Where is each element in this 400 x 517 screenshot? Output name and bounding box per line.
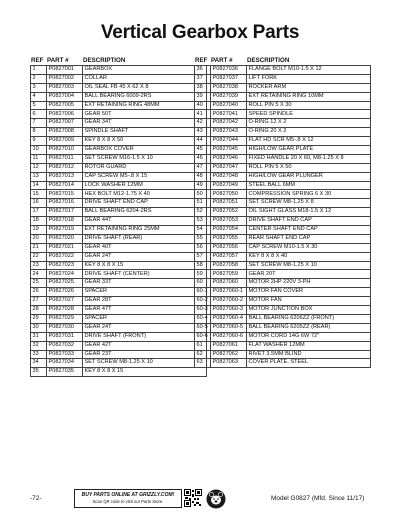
parts-table-left <box>30 54 207 377</box>
table-row <box>31 137 207 146</box>
part-number-cell: P0827020 <box>47 234 83 243</box>
ref-cell: 7 <box>31 119 47 128</box>
table-row <box>31 252 207 261</box>
ref-cell: 41 <box>195 110 211 119</box>
ref-cell: 6 <box>31 110 47 119</box>
table-row <box>31 332 207 341</box>
description-cell: GEAR 28T <box>83 297 207 306</box>
ref-cell: 1 <box>31 66 47 75</box>
table-row <box>195 279 371 288</box>
part-number-cell: P0827047 <box>211 163 247 172</box>
description-cell: GEAR 42T <box>83 341 207 350</box>
table-row <box>31 146 207 155</box>
table-row <box>195 306 371 315</box>
table-row <box>195 243 371 252</box>
table-row <box>31 154 207 163</box>
ref-cell: 54 <box>195 226 211 235</box>
table-row <box>195 234 371 243</box>
part-number-cell: P0827048 <box>211 172 247 181</box>
table-row <box>31 234 207 243</box>
ref-cell: 38 <box>195 83 211 92</box>
part-number-cell: P0827040 <box>211 101 247 110</box>
ref-cell: 23 <box>31 261 47 270</box>
description-cell: LIFT FORK <box>247 74 371 83</box>
description-cell: SPACER <box>83 288 207 297</box>
description-cell: BALL BEARING 6206ZZ (FRONT) <box>247 314 371 323</box>
ref-cell: 49 <box>195 181 211 190</box>
description-cell: SPEED SPINDLE <box>247 110 371 119</box>
table-row <box>31 350 207 359</box>
description-cell: GEAR 50T <box>83 110 207 119</box>
part-number-cell: P0827035 <box>47 368 83 377</box>
table-row <box>195 314 371 323</box>
part-number-cell: P0827008 <box>47 128 83 137</box>
ref-cell: 42 <box>195 119 211 128</box>
part-number-cell: P0827012 <box>47 163 83 172</box>
ref-cell: 5 <box>31 101 47 110</box>
qr-code-icon[interactable] <box>184 489 202 507</box>
table-header <box>30 54 207 64</box>
table-row <box>195 288 371 297</box>
table-row <box>31 359 207 368</box>
header-part: PART # <box>211 57 233 64</box>
part-number-cell: P0827060-6 <box>211 332 247 341</box>
part-number-cell: P0827055 <box>211 234 247 243</box>
ref-cell: 11 <box>31 154 47 163</box>
description-cell: GEAR 23T <box>83 350 207 359</box>
ref-cell: 43 <box>195 128 211 137</box>
part-number-cell: P0827032 <box>47 341 83 350</box>
ref-cell: 53 <box>195 217 211 226</box>
part-number-cell: P0827060-5 <box>211 323 247 332</box>
part-number-cell: P0827019 <box>47 226 83 235</box>
description-cell: O-RING 20 X 2 <box>247 128 371 137</box>
part-number-cell: P0827051 <box>211 199 247 208</box>
table-row <box>31 279 207 288</box>
table-row <box>195 92 371 101</box>
ref-cell: 2 <box>31 74 47 83</box>
ref-cell: 45 <box>195 146 211 155</box>
header-description: DESCRIPTION <box>83 57 126 64</box>
description-cell: MOTOR FAN COVER <box>247 288 371 297</box>
page-footer <box>0 489 400 509</box>
parts-table-right <box>194 54 371 368</box>
ref-cell: 60-6 <box>195 332 211 341</box>
part-number-cell: P0827018 <box>47 217 83 226</box>
ref-cell: 29 <box>31 314 47 323</box>
table-row <box>195 350 371 359</box>
ref-cell: 24 <box>31 270 47 279</box>
ref-cell: 28 <box>31 306 47 315</box>
ref-cell: 60-4 <box>195 314 211 323</box>
table-row <box>195 163 371 172</box>
table-row <box>195 261 371 270</box>
description-cell: BALL BEARING 6205ZZ (REAR) <box>247 323 371 332</box>
table-row <box>195 154 371 163</box>
part-number-cell: P0827017 <box>47 208 83 217</box>
header-part: PART # <box>47 57 69 64</box>
part-number-cell: P0827061 <box>211 341 247 350</box>
description-cell: GEAR 24T <box>83 252 207 261</box>
part-number-cell: P0827060-3 <box>211 306 247 315</box>
table-row <box>31 314 207 323</box>
description-cell: MOTOR FAN <box>247 297 371 306</box>
description-cell: GEAR 44T <box>83 217 207 226</box>
description-cell: SPINDLE SHAFT <box>83 128 207 137</box>
ref-cell: 3 <box>31 83 47 92</box>
table-row <box>31 92 207 101</box>
ref-cell: 37 <box>195 74 211 83</box>
description-cell: MOTOR JUNCTION BOX <box>247 306 371 315</box>
table-row <box>195 332 371 341</box>
table-row <box>31 288 207 297</box>
part-number-cell: P0827016 <box>47 199 83 208</box>
table-row <box>195 359 371 368</box>
description-cell: DRIVE SHAFT (CENTER) <box>83 270 207 279</box>
ref-cell: 31 <box>31 332 47 341</box>
description-cell: ROLL PIN 5 X 50 <box>247 163 371 172</box>
table-row <box>31 83 207 92</box>
description-cell: ROTOR GUARD <box>83 163 207 172</box>
part-number-cell: P0827062 <box>211 350 247 359</box>
part-number-cell: P0827025 <box>47 279 83 288</box>
page-title: Vertical Gearbox Parts <box>100 22 300 43</box>
description-cell: KEY 8 X 8 X 15 <box>83 368 207 377</box>
ref-cell: 60-1 <box>195 288 211 297</box>
table-row <box>195 101 371 110</box>
description-cell: GEAR 40T <box>83 243 207 252</box>
table-row <box>195 128 371 137</box>
table-row <box>31 128 207 137</box>
part-number-cell: P0827044 <box>211 137 247 146</box>
description-cell: REAR SHAFT END CAP <box>247 234 371 243</box>
description-cell: LOCK WASHER 12MM <box>83 181 207 190</box>
part-number-cell: P0827056 <box>211 243 247 252</box>
description-cell: MOTOR 2HP 220V 3-PH <box>247 279 371 288</box>
part-number-cell: P0827030 <box>47 323 83 332</box>
ref-cell: 48 <box>195 172 211 181</box>
ref-cell: 60-2 <box>195 297 211 306</box>
description-cell: GEAR 47T <box>83 306 207 315</box>
ref-cell: 10 <box>31 146 47 155</box>
part-number-cell: P0827013 <box>47 172 83 181</box>
ref-cell: 59 <box>195 270 211 279</box>
description-cell: COVER PLATE, STEEL <box>247 359 371 368</box>
part-number-cell: P0827046 <box>211 154 247 163</box>
ref-cell: 15 <box>31 190 47 199</box>
table-row <box>195 74 371 83</box>
qr-instruction-text: Scan QR code to visit our Parts Store. <box>92 499 164 504</box>
part-number-cell: P0827001 <box>47 66 83 75</box>
ref-cell: 50 <box>195 190 211 199</box>
description-cell: DRIVE SHAFT (FRONT) <box>83 332 207 341</box>
part-number-cell: P0827007 <box>47 119 83 128</box>
ref-cell: 9 <box>31 137 47 146</box>
part-number-cell: P0827052 <box>211 208 247 217</box>
table-row <box>195 66 371 75</box>
part-number-cell: P0827059 <box>211 270 247 279</box>
part-number-cell: P0827042 <box>211 119 247 128</box>
description-cell: KEY 8 X 8 X 15 <box>83 261 207 270</box>
part-number-cell: P0827026 <box>47 288 83 297</box>
description-cell: EXT RETAINING RING 25MM <box>83 226 207 235</box>
ref-cell: 46 <box>195 154 211 163</box>
ref-cell: 27 <box>31 297 47 306</box>
ref-cell: 26 <box>31 288 47 297</box>
ref-cell: 18 <box>31 217 47 226</box>
table-row <box>195 199 371 208</box>
part-number-cell: P0827029 <box>47 314 83 323</box>
part-number-cell: P0827021 <box>47 243 83 252</box>
table-row <box>195 146 371 155</box>
description-cell: SET SCREW M8-1.25 X 10 <box>83 359 207 368</box>
table-row <box>31 110 207 119</box>
description-cell: CAP SCREW M5-.8 X 15 <box>83 172 207 181</box>
description-cell: DRIVE SHAFT END CAP <box>247 217 371 226</box>
ref-cell: 63 <box>195 359 211 368</box>
description-cell: HIGH/LOW GEAR PLUNGER <box>247 172 371 181</box>
table-row <box>31 226 207 235</box>
header-description: DESCRIPTION <box>247 57 290 64</box>
table-row <box>31 172 207 181</box>
description-cell: COLLAR <box>83 74 207 83</box>
part-number-cell: P0827028 <box>47 306 83 315</box>
part-number-cell: P0827060-4 <box>211 314 247 323</box>
table-row <box>31 323 207 332</box>
ref-cell: 60-5 <box>195 323 211 332</box>
ref-cell: 19 <box>31 226 47 235</box>
table-row <box>31 368 207 377</box>
description-cell: GEAR 33T <box>83 279 207 288</box>
description-cell: FLANGE BOLT M10-1.5 X 12 <box>247 66 371 75</box>
ref-cell: 8 <box>31 128 47 137</box>
part-number-cell: P0827054 <box>211 226 247 235</box>
part-number-cell: P0827027 <box>47 297 83 306</box>
model-info: Model G0827 (Mfd. Since 11/17) <box>271 495 365 502</box>
table-row <box>195 226 371 235</box>
description-cell: O-RING 12 X 2 <box>247 119 371 128</box>
description-cell: ROCKER ARM <box>247 83 371 92</box>
description-cell: RIVET 3.5MM BLIND <box>247 350 371 359</box>
description-cell: EXT RETAINING RING 10MM <box>247 92 371 101</box>
part-number-cell: P0827034 <box>47 359 83 368</box>
description-cell: FLAT WASHER 12MM <box>247 341 371 350</box>
table-row <box>195 323 371 332</box>
part-number-cell: P0827011 <box>47 154 83 163</box>
ref-cell: 47 <box>195 163 211 172</box>
table-row <box>31 199 207 208</box>
description-cell: KEY 8 X 8 X 40 <box>247 252 371 261</box>
ref-cell: 21 <box>31 243 47 252</box>
part-number-cell: P0827010 <box>47 146 83 155</box>
table-row <box>31 306 207 315</box>
parts-list-left <box>30 65 207 377</box>
description-cell: SPACER <box>83 314 207 323</box>
part-number-cell: P0827060 <box>211 279 247 288</box>
ref-cell: 40 <box>195 101 211 110</box>
ref-cell: 33 <box>31 350 47 359</box>
table-header <box>194 54 371 64</box>
description-cell: SET SCREW M8-1.25 X 10 <box>247 261 371 270</box>
ref-cell: 17 <box>31 208 47 217</box>
part-number-cell: P0827031 <box>47 332 83 341</box>
table-row <box>195 208 371 217</box>
description-cell: ROLL PIN 5 X 30 <box>247 101 371 110</box>
table-row <box>31 270 207 279</box>
table-row <box>31 208 207 217</box>
table-row <box>31 74 207 83</box>
part-number-cell: P0827049 <box>211 181 247 190</box>
ref-cell: 51 <box>195 199 211 208</box>
ref-cell: 60-3 <box>195 306 211 315</box>
ref-cell: 34 <box>31 359 47 368</box>
table-row <box>31 261 207 270</box>
part-number-cell: P0827045 <box>211 146 247 155</box>
parts-list-right <box>194 65 371 368</box>
part-number-cell: P0827003 <box>47 83 83 92</box>
description-cell: DRIVE SHAFT (REAR) <box>83 234 207 243</box>
header-ref: REF <box>31 57 44 64</box>
description-cell: DRIVE SHAFT END CAP <box>83 199 207 208</box>
description-cell: FLAT HD SCR M5-.8 X 12 <box>247 137 371 146</box>
part-number-cell: P0827041 <box>211 110 247 119</box>
ref-cell: 12 <box>31 163 47 172</box>
description-cell: MOTOR CORD 14G 6W 72" <box>247 332 371 341</box>
page-number: -72- <box>30 495 42 502</box>
table-row <box>195 110 371 119</box>
description-cell: STEEL BALL 6MM <box>247 181 371 190</box>
part-number-cell: P0827050 <box>211 190 247 199</box>
part-number-cell: P0827037 <box>211 74 247 83</box>
part-number-cell: P0827057 <box>211 252 247 261</box>
part-number-cell: P0827015 <box>47 190 83 199</box>
description-cell: CAP SCREW M10-1.5 X 30 <box>247 243 371 252</box>
description-cell: COMPRESSION SPRING 6 X 30 <box>247 190 371 199</box>
ref-cell: 61 <box>195 341 211 350</box>
ref-cell: 39 <box>195 92 211 101</box>
part-number-cell: P0827063 <box>211 359 247 368</box>
part-number-cell: P0827060-2 <box>211 297 247 306</box>
part-number-cell: P0827004 <box>47 92 83 101</box>
part-number-cell: P0827023 <box>47 261 83 270</box>
ref-cell: 4 <box>31 92 47 101</box>
description-cell: SET SCREW M16-1.5 X 10 <box>83 154 207 163</box>
table-row <box>195 270 371 279</box>
ref-cell: 56 <box>195 243 211 252</box>
part-number-cell: P0827022 <box>47 252 83 261</box>
table-row <box>195 181 371 190</box>
part-number-cell: P0827038 <box>211 83 247 92</box>
table-row <box>31 341 207 350</box>
description-cell: OIL SEAL FB 45 X 62 X 8 <box>83 83 207 92</box>
table-row <box>31 243 207 252</box>
part-number-cell: P0827009 <box>47 137 83 146</box>
header-ref: REF <box>195 57 208 64</box>
description-cell: CENTER SHAFT END CAP <box>247 226 371 235</box>
table-row <box>195 217 371 226</box>
part-number-cell: P0827036 <box>211 66 247 75</box>
description-cell: GEAR 20T <box>247 270 371 279</box>
ref-cell: 55 <box>195 234 211 243</box>
part-number-cell: P0827014 <box>47 181 83 190</box>
ref-cell: 44 <box>195 137 211 146</box>
description-cell: SET SCREW M8-1.25 X 8 <box>247 199 371 208</box>
table-row <box>195 137 371 146</box>
table-row <box>31 190 207 199</box>
table-row <box>31 66 207 75</box>
ref-cell: 30 <box>31 323 47 332</box>
description-cell: HEX BOLT M12-1.75 X 40 <box>83 190 207 199</box>
part-number-cell: P0827060-1 <box>211 288 247 297</box>
table-row <box>31 217 207 226</box>
buy-parts-banner[interactable] <box>74 489 182 508</box>
ref-cell: 14 <box>31 181 47 190</box>
description-cell: EXT RETAINING RING 48MM <box>83 101 207 110</box>
ref-cell: 35 <box>31 368 47 377</box>
ref-cell: 22 <box>31 252 47 261</box>
description-cell: OIL SIGHT GLASS M18-1.5 X 12 <box>247 208 371 217</box>
ref-cell: 36 <box>195 66 211 75</box>
ref-cell: 16 <box>31 199 47 208</box>
ref-cell: 25 <box>31 279 47 288</box>
ref-cell: 20 <box>31 234 47 243</box>
part-number-cell: P0827006 <box>47 110 83 119</box>
ref-cell: 62 <box>195 350 211 359</box>
ref-cell: 52 <box>195 208 211 217</box>
table-row <box>31 119 207 128</box>
buy-parts-text: BUY PARTS ONLINE AT GRIZZLY.COM! <box>81 492 175 498</box>
description-cell: FIXED HANDLE 20 X 60, M8-1.25 X 8 <box>247 154 371 163</box>
ref-cell: 58 <box>195 261 211 270</box>
ref-cell: 32 <box>31 341 47 350</box>
part-number-cell: P0827058 <box>211 261 247 270</box>
table-row <box>31 163 207 172</box>
table-row <box>195 83 371 92</box>
table-row <box>31 101 207 110</box>
grizzly-bear-icon <box>206 489 226 509</box>
part-number-cell: P0827039 <box>211 92 247 101</box>
ref-cell: 57 <box>195 252 211 261</box>
table-row <box>31 181 207 190</box>
description-cell: KEY 8 X 8 X 50 <box>83 137 207 146</box>
table-row <box>195 341 371 350</box>
part-number-cell: P0827005 <box>47 101 83 110</box>
part-number-cell: P0827033 <box>47 350 83 359</box>
table-row <box>195 172 371 181</box>
table-row <box>195 252 371 261</box>
description-cell: GEARBOX <box>83 66 207 75</box>
description-cell: BALL BEARING 6009-2RS <box>83 92 207 101</box>
description-cell: GEAR 34T <box>83 119 207 128</box>
part-number-cell: P0827024 <box>47 270 83 279</box>
ref-cell: 13 <box>31 172 47 181</box>
part-number-cell: P0827043 <box>211 128 247 137</box>
table-row <box>195 297 371 306</box>
part-number-cell: P0827053 <box>211 217 247 226</box>
description-cell: GEARBOX COVER <box>83 146 207 155</box>
part-number-cell: P0827002 <box>47 74 83 83</box>
table-row <box>31 297 207 306</box>
ref-cell: 60 <box>195 279 211 288</box>
table-row <box>195 119 371 128</box>
description-cell: BALL BEARING 6204-2RS <box>83 208 207 217</box>
description-cell: GEAR 24T <box>83 323 207 332</box>
table-row <box>195 190 371 199</box>
description-cell: HIGH/LOW GEAR PLATE <box>247 146 371 155</box>
